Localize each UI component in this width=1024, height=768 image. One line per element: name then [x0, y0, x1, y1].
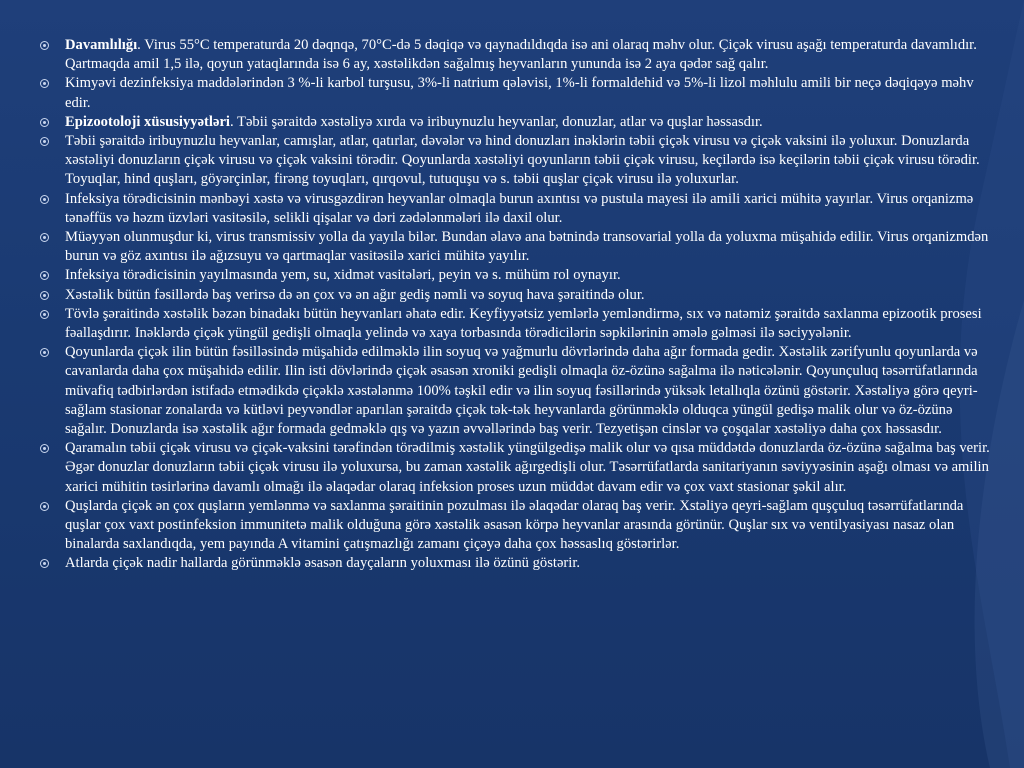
item-text: Infeksiya törədicisinin mənbəyi xəstə və virusgəzdirən heyvanlar olmaqla burun axıntısı və pustula mayesi ilə amili xarici mühitə yayırlar. Virus orqanizmə tənəffüs və həzm üzvləri vasitəsilə, selikli qişalar və dəri zədələnmələri ilə daxil olur. [65, 190, 974, 226]
item-text: Kimyəvi dezinfeksiya maddələrindən 3 %-li karbol turşusu, 3%-li natrium qələvisi, 1%-li formaldehid və 5%-li lizol məhlulu amili bir neçə dəqiqəyə məhv edir. [65, 75, 974, 111]
item-text: Quşlarda çiçək ən çox quşların yemlənmə və saxlanma şəraitinin pozulması ilə əlaqədar olaraq baş verir. Xstəliyə qeyri-sağlam quşçuluq təsərrüfatlarında quşlar çox vaxt postinfeksion immunitetə malik olduğuna görə xəstəlik əsasən körpə heyvanlar arasında görünür. Quşlar sıx və ventilyasiyası nasaz olan binalarda saxlandıqda, yem payında A vitamini çatışmazlığı zamanı çiçəyə daha çox həssaslıq göstərirlər. [65, 497, 964, 553]
bullet-icon [40, 118, 49, 127]
bullet-icon [40, 233, 49, 242]
list-item [52, 305, 996, 343]
list-item [52, 554, 996, 573]
slide-content [52, 36, 996, 574]
item-text: Qaramalın təbii çiçək virusu və çiçək-vaksini tərəfindən törədilmiş xəstəlik yüngülgedişə malik olur və qısa müddətdə donuzlarda öz-özünə sağalma baş verir. Əgər donuzlar donuzların təbii çiçək virusu ilə yoluxursa, bu zaman xəstəlik ağırgedişli olur. Təsərrüfatlarda sanitariyanın səviyyəsinin aşağı olması və amilin xarici mühitin təsirlərinə davamlı olmağı ilə əlaqədar olaraq infeksion proses uzun müddət davam edir və çox vaxt stasionar şəkil alır. [65, 440, 990, 495]
bullet-icon [40, 502, 49, 511]
bullet-icon [40, 559, 49, 568]
bullet-icon [40, 291, 49, 300]
item-text: Tövlə şəraitində xəstəlik bəzən binadakı bütün heyvanları əhatə edir. Keyfiyyətsiz yemlərlə yemləndirmə, sıx və natəmiz şəraitdə saxlanma epizootik prosesi fəallaşdırır. Inəklərdə çiçək yüngül gedişli olmaqla yelində və xaya torbasında törədicilərin səpkilərinin əmələ gəlməsi ilə səciyyələnir. [65, 305, 982, 342]
list-item [52, 74, 996, 112]
list-item [52, 132, 996, 190]
item-text: . Təbii şəraitdə xəstəliyə xırda və iribuynuzlu heyvanlar, donuzlar, atlar və quşlar həssasdır. [230, 113, 763, 130]
bullet-icon [40, 310, 49, 319]
bullet-list [52, 36, 996, 574]
item-text: Müəyyən olunmuşdur ki, virus transmissiv yolla da yayıla bilər. Bundan əlavə ana bətnində transovarial yolla da yoluxma müşahidə edilir. Virus orqanizmdən burun və göz axıntısı ilə ağızsuyu və qartmaqlar vasitəsilə xarici mühitə yayılır. [65, 229, 989, 265]
item-text: Xəstəlik bütün fəsillərdə baş verirsə də ən çox və ən ağır gediş nəmli və soyuq hava şəraitində olur. [65, 286, 645, 303]
bullet-icon [40, 195, 49, 204]
item-heading: Epizootoloji xüsusiyyətləri [65, 113, 230, 130]
item-heading: Davamlılığı [65, 37, 138, 53]
bullet-icon [40, 271, 49, 280]
item-text: . Virus 55°C temperaturda 20 dəqnqə, 70°C-də 5 dəqiqə və qaynadıldıqda isə ani olaraq məhv olur. Çiçək virusu aşağı temperaturda davamlıdır. Qartmaqda amil 1,5 ilə, qoyun yataqlarında isə 6 ay, xəstəlikdən sağalmış heyvanların yununda isə 2 aya qədər sağ qalır. [65, 37, 977, 73]
list-item [52, 439, 996, 497]
list-item [52, 190, 996, 228]
list-item [52, 228, 996, 266]
bullet-icon [40, 444, 49, 453]
item-text: Atlarda çiçək nadir hallarda görünməklə əsasən dayçaların yoluxması ilə özünü göstərir. [65, 555, 581, 572]
item-text: Təbii şəraitdə iribuynuzlu heyvanlar, camışlar, atlar, qatırlar, dəvələr və hind donuzları inəklərin təbii çiçək virusu və çiçək vaksini ilə yoluxur. Donuzlarda xəstəliyi donuzların çiçək virusu və çiçək vaksini törədir. Qoyunlarda xəstəliyi qoyunların təbii çiçək virusu, keçilərdə isə keçilərin təbii çiçək virusu törədir. Toyuqlar, hind quşları, göyərçinlər, firəng toyuqları, qırqovul, tutuquşu və s. təbii quşlar çiçək virusu ilə yoluxurlar. [65, 133, 980, 188]
list-item [52, 286, 996, 305]
list-item [52, 497, 996, 555]
list-item [52, 113, 996, 132]
bullet-icon [40, 348, 49, 357]
bullet-icon [40, 79, 49, 88]
item-text: Infeksiya törədicisinin yayılmasında yem, su, xidmət vasitələri, peyin və s. mühüm rol oynayır. [65, 267, 621, 284]
bullet-icon [40, 41, 49, 50]
list-item [52, 343, 996, 439]
bullet-icon [40, 137, 49, 146]
list-item [52, 36, 996, 74]
list-item [52, 266, 996, 285]
item-text: Qoyunlarda çiçək ilin bütün fəsilləsində müşahidə edilməklə ilin soyuq və yağmurlu dövrlərində daha ağır formada gedir. Xəstəlik zərifyunlu qoyunlarda və cavanlarda daha çox müşahidə edilir. Ilin isti dövlərində çiçək əsasən xroniki gedişli olmaqla öz-özünə sağalma ilə nəticələnir. Qoyunçuluq təsərrüfatlarında müvafiq tədbirlərdən istifadə etmədikdə çiçəklə xəstələnmə 100% təşkil edir və ilin soyuq fəsillərində yüksək letallıqla özünü göstərir. Xəstəliyə görə qeyri-sağlam stasionar zonalarda və kütləvi peyvəndlər aparılan şəraitdə çiçək tək-tək heyvanlarda görünməklə olduqca yüngül gedişə malik olur və öz-özünə sağalır. Donuzlarda isə xəstəlik ağır formada gedməklə qış və yazın əvvəllərində baş verir. Tezyetişən cinslər və çoşqalar xəstəliyə daha çox həssasdır. [65, 344, 978, 438]
